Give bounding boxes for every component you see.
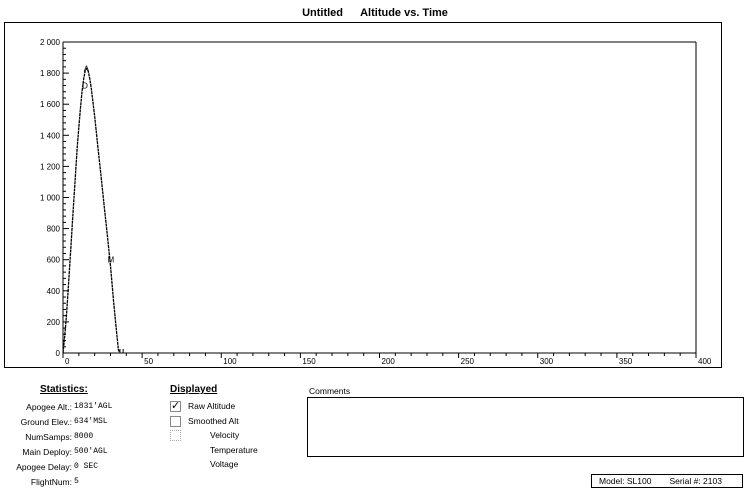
- chart-axes: [40, 38, 712, 366]
- serial-value: 2103: [703, 476, 722, 486]
- stat-value: 0 SEC: [74, 462, 99, 471]
- x-tick-label: 350: [618, 357, 633, 366]
- y-tick-label: 600: [46, 255, 60, 265]
- x-tick-label: 150: [302, 357, 316, 366]
- y-tick-label: 1 400: [39, 131, 60, 141]
- displayed-option-label: Raw Altitude: [188, 401, 236, 411]
- device-info: [591, 474, 743, 488]
- stat-label: Apogee Alt.:: [26, 402, 72, 412]
- stat-value: 634'MSL: [74, 417, 108, 426]
- chart-title: Altitude vs. Time: [360, 7, 448, 19]
- stat-value: 8000: [74, 432, 94, 441]
- stat-label: Apogee Delay:: [16, 462, 72, 472]
- serial-label: Serial #:: [669, 476, 701, 486]
- series-layer: [63, 68, 123, 353]
- y-tick-label: 1 800: [39, 69, 60, 79]
- altitude-chart: [5, 23, 721, 367]
- stat-label: NumSamps:: [25, 432, 72, 442]
- plot-frame: [4, 22, 722, 368]
- event-marker-label: A: [83, 64, 90, 74]
- comments-field[interactable]: [307, 397, 744, 457]
- checkbox[interactable]: [170, 430, 181, 441]
- x-tick-label: 300: [539, 357, 554, 366]
- displayed-panel: [0, 384, 300, 489]
- event-marker-label: M: [107, 255, 115, 265]
- event-marker-label: D: [82, 81, 88, 91]
- displayed-option-label: Velocity: [210, 430, 240, 440]
- y-tick-label: 0: [55, 349, 60, 358]
- stat-label: Ground Elev.:: [20, 417, 72, 427]
- checkbox[interactable]: ✓: [171, 400, 181, 412]
- comments-label: Comments: [309, 386, 351, 396]
- stat-value: 500'AGL: [74, 447, 108, 456]
- chart-header: [0, 7, 750, 19]
- series-line: [63, 68, 120, 353]
- x-tick-label: 50: [144, 357, 154, 366]
- y-tick-label: 1 200: [39, 162, 60, 172]
- x-tick-label: 0: [65, 357, 70, 366]
- model-value: SL100: [626, 476, 652, 486]
- stat-label: FlightNum:: [30, 477, 72, 487]
- stat-value: 5: [74, 477, 79, 486]
- statistics-heading: Statistics:: [40, 384, 88, 395]
- x-tick-label: 250: [460, 357, 474, 366]
- annotation-layer: [82, 64, 114, 264]
- displayed-option-label: Smoothed Alt: [188, 415, 239, 426]
- x-tick-label: 400: [698, 357, 712, 366]
- y-tick-label: 800: [46, 224, 60, 234]
- displayed-heading: Displayed: [170, 384, 218, 395]
- displayed-option-label: Voltage: [210, 459, 239, 469]
- x-tick-label: 100: [223, 357, 237, 366]
- stat-label: Main Deploy:: [22, 447, 72, 457]
- stat-value: 1831'AGL: [74, 402, 113, 411]
- y-tick-label: 400: [46, 286, 60, 296]
- y-tick-label: 1 000: [39, 193, 60, 203]
- checkbox[interactable]: [170, 416, 181, 427]
- y-tick-label: 1 600: [39, 100, 60, 110]
- displayed-option-label: Temperature: [210, 444, 258, 455]
- y-tick-label: 200: [46, 317, 60, 327]
- x-tick-label: 200: [381, 357, 395, 366]
- y-tick-label: 2 000: [39, 38, 60, 47]
- file-name: Untitled: [302, 7, 344, 19]
- model-label: Model:: [599, 476, 625, 486]
